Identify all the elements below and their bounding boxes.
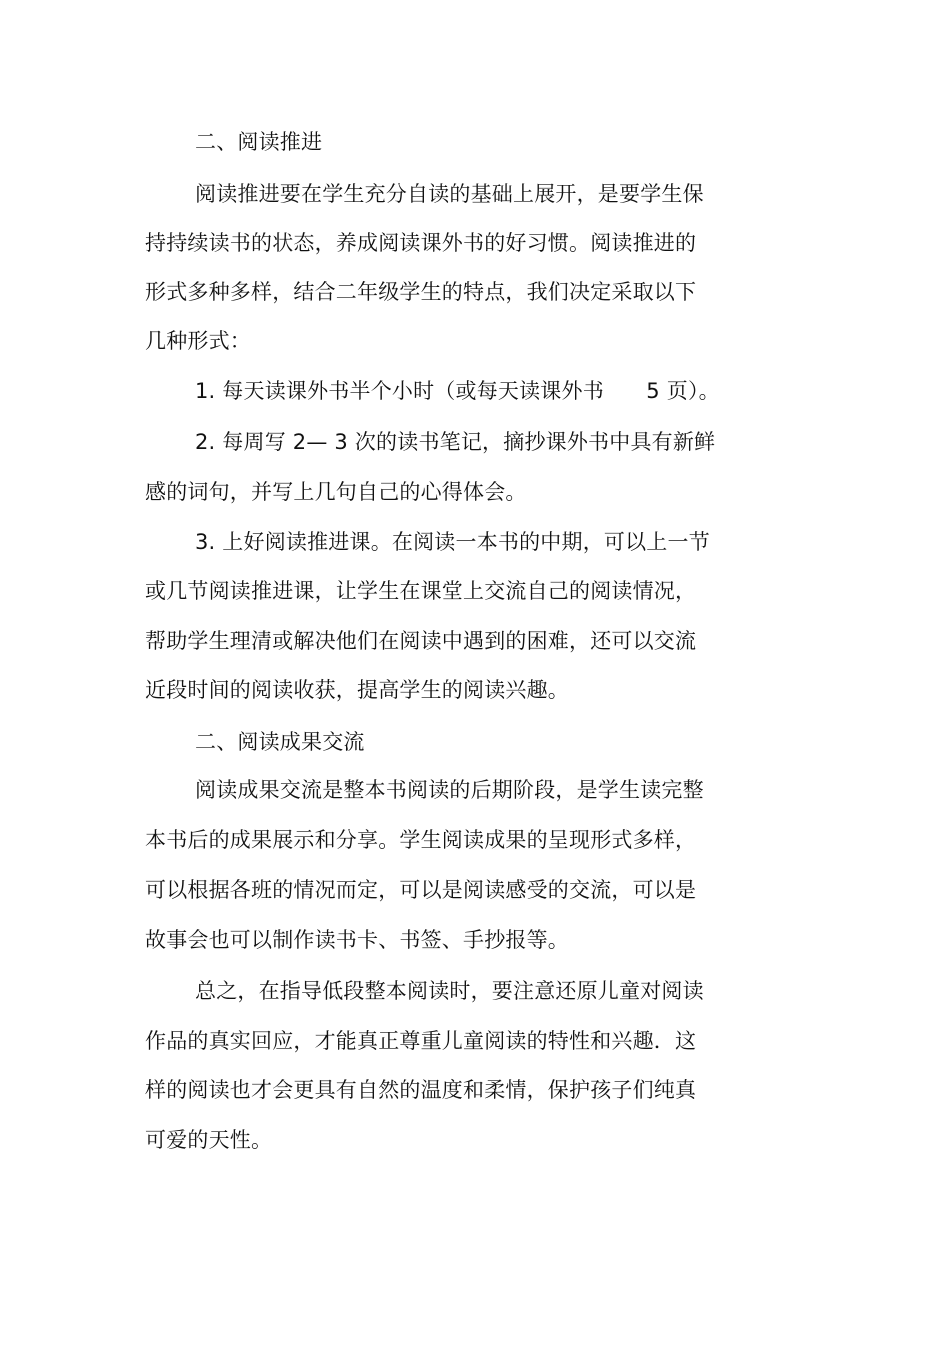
paragraph-line: 总之，在指导低段整本阅读时，要注意还原儿童对阅读 <box>195 979 704 1003</box>
list-item: 1. 每天读课外书半个小时（或每天读课外书 5 页）。 <box>195 379 720 403</box>
section-heading: 二、阅读成果交流 <box>195 730 365 754</box>
paragraph-line: 形式多种多样，结合二年级学生的特点，我们决定采取以下 <box>145 280 697 304</box>
section-heading: 二、阅读推进 <box>195 130 323 154</box>
paragraph-line: 故事会也可以制作读书卡、书签、手抄报等。 <box>145 928 569 952</box>
paragraph-line: 阅读推进要在学生充分自读的基础上展开，是要学生保 <box>195 182 704 206</box>
list-item: 2. 每周写 2— 3 次的读书笔记，摘抄课外书中具有新鲜 <box>195 430 716 454</box>
paragraph-line: 持持续读书的状态，养成阅读课外书的好习惯。阅读推进的 <box>145 231 697 255</box>
paragraph-line: 帮助学生理清或解决他们在阅读中遇到的困难，还可以交流 <box>145 629 697 653</box>
paragraph-line: 近段时间的阅读收获，提高学生的阅读兴趣。 <box>145 678 569 702</box>
paragraph-line: 样的阅读也才会更具有自然的温度和柔情，保护孩子们纯真 <box>145 1078 697 1102</box>
paragraph-line: 几种形式： <box>145 329 251 353</box>
paragraph-line: 阅读成果交流是整本书阅读的后期阶段，是学生读完整 <box>195 778 704 802</box>
paragraph-line: 或几节阅读推进课，让学生在课堂上交流自己的阅读情况， <box>145 579 697 603</box>
paragraph-line: 本书后的成果展示和分享。学生阅读成果的呈现形式多样， <box>145 828 697 852</box>
paragraph-line: 感的词句，并写上几句自己的心得体会。 <box>145 480 527 504</box>
list-item: 3. 上好阅读推进课。在阅读一本书的中期，可以上一节 <box>195 530 710 554</box>
paragraph-line: 作品的真实回应，才能真正尊重儿童阅读的特性和兴趣．这 <box>145 1029 697 1053</box>
paragraph-line: 可爱的天性。 <box>145 1128 273 1152</box>
paragraph-line: 可以根据各班的情况而定，可以是阅读感受的交流，可以是 <box>145 878 697 902</box>
